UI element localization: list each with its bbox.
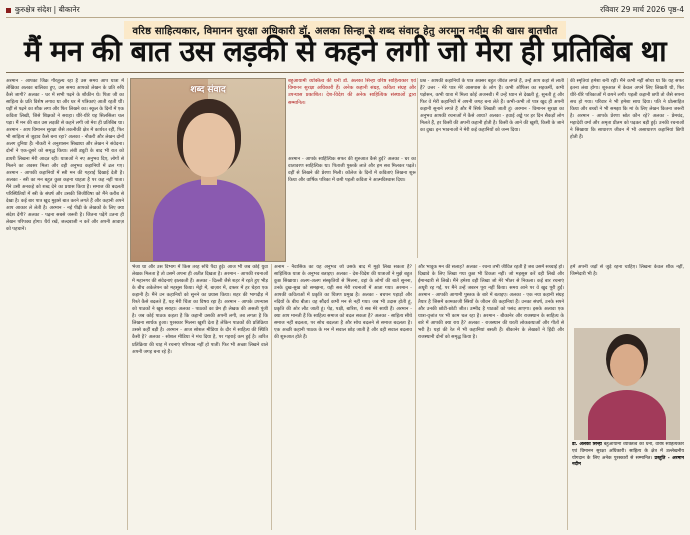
- portrait-caption-text: बहुआयामी व्यक्तित्व की धनी, वरिष्ठ साहित्यकार एवं विमानन सुरक्षा अधिकारी। साहित्य के क्षेत्र में उल्लेखनीय योगदान के लिए अनेक पुरस्कारों से सम्मानित।: [572, 442, 684, 461]
- photo-tag: शब्द संवाद: [190, 85, 226, 95]
- page-header: [6, 4, 684, 18]
- portrait-figure-body: [588, 390, 666, 440]
- column-divider: [271, 264, 272, 530]
- section-label: [6, 5, 80, 15]
- article-column-2: भेजा था और उस विभाग में किस तरह रुचि पैदा हुई। आज भी जब कोई युवा लेखक मिलता है तो उसमें अपना ही अतीत दिखता है। अरमान - आपकी रचनाओं में महानगर की संवेदनाएं झलकती हैं। अलका - दिल्ली जैसे शहर में रहते हुए भीड़ के बीच अकेलेपन को महसूस किया। मेट्रो में, बाज़ार में, दफ्तर में हर चेहरा एक कहानी है। मैंने उन कहानियों को सुनने का प्रयास किया। शहर की भागदौड़ में रिश्ते कैसे बदलते हैं, यह मेरी चिंता का विषय रहा है। अरमान - आपके उपन्यास को पाठकों ने खूब सराहा। अलका - पाठकों का प्रेम ही लेखक की असली पूंजी है। जब कोई पाठक कहता है कि कहानी उसकी अपनी लगी, तब लगता है कि लिखना सार्थक हुआ। पुरस्कार मिलना खुशी देता है लेकिन पाठकों की प्रतिक्रिया उससे कहीं बड़ी है। अरमान - आज सोशल मीडिया के दौर में साहित्य की स्थिति कैसी है? अलका - सोशल मीडिया ने मंच दिया है, पर गहराई कम हुई है। त्वरित प्रतिक्रिया की चाह में रचनाएं परिपक्व नहीं हो पातीं। फिर भी अच्छा लिखने वाले अपनी जगह बना रहे हैं।: [132, 265, 268, 355]
- kicker-text: वरिष्ठ साहित्यकार, विमानन सुरक्षा अधिकारी डॉ. अलका सिन्हा से शब्द संवाद हेतु अरमान नदीम की खास बातचीत: [124, 21, 565, 39]
- portrait-photo: [574, 328, 680, 440]
- article-column-3: अनाम - नैवासिक का यह अनुभव जो उसके बाद में मुझे लिख सकता है? साहित्यिक यात्रा के अनुभव बताइए। अलका - देश-विदेश की यात्राओं ने मुझे बहुत कुछ सिखाया। अलग-अलग संस्कृतियों से मिलना, वहां के लोगों की बातें सुनना, उनके दुख-सुख को समझना, यही सब मेरी रचनाओं में आता गया। अरमान - आपकी कविताओं में प्रकृति का चित्रण प्रमुख है। अलका - बचपन पहाड़ों और नदियों के बीच बीता। वह सौंदर्य कभी मन से नहीं गया। जब भी उदास होती हूं, प्रकृति की ओर लौट जाती हूं। पेड़, पक्षी, बारिश, ये सब मेरे साथी हैं। अरमान - क्या आप मानती हैं कि साहित्य समाज को बदल सकता है? अलका - साहित्य सीधे समाज नहीं बदलता, पर सोच बदलता है और सोच बदलने से समाज बदलता है। एक अच्छी कहानी पाठक के मन में सवाल छोड़ जाती है और वही सवाल बदलाव की शुरुआत होते हैं।: [274, 265, 412, 341]
- section-text: कुरुक्षेत्र संदेश | बीकानेर: [15, 5, 80, 14]
- dateline: रविवार 29 मार्च 2026 पृष्ठ-4: [600, 5, 684, 14]
- portrait-caption-byline: प्रस्तुति - अरमान नदीम: [572, 455, 684, 468]
- portrait-caption: [572, 442, 684, 532]
- portrait-caption-lead: डॉ. अलका सिन्हा: [572, 442, 602, 447]
- interview-intro: अरमान - आपके साहित्यिक सफर की शुरुआत कैसे हुई? अलका - घर का वातावरण साहित्यिक था। पिताजी पुस्तकें लाते और हम सब मिलकर पढ़ते। वहीं से लिखने की प्रेरणा मिली। कॉलेज के दिनों में कविताएं लिखना शुरू किया और वार्षिक पत्रिका में छपी पहली कविता ने आत्मविश्वास दिया।: [288, 157, 416, 184]
- photo-figure-body: [153, 179, 265, 262]
- article-column-1: अरमान - आपका जिक्र गौरतुल्य रहा है उस समय आप यात्रा में लेखिका अलका बालिका हुए, उस समय आपको लेखन के प्रति रुचि कैसे जागी? अलका - घर में सभी पढ़ने के शौकीन थे। पिता जी का साहित्य के प्रति विशेष लगाव था और घर में पत्रिकाएं आती रहती थीं। यहीं से पढ़ने का शौक लगा और फिर लिखने का। स्कूल के दिनों में एक कविता लिखी, जिसे शिक्षकों ने सराहा। धीरे-धीरे यह सिलसिला चल पड़ा। मैं मन की बात उस लड़की से कहने लगी जो मेरा ही प्रतिबिंब था। अरमान - आप विमानन सुरक्षा जैसे तकनीकी क्षेत्र में कार्यरत रहीं, फिर भी साहित्य से जुड़ाव कैसे बना रहा? अलका - नौकरी और लेखन दोनों अलग दुनिया हैं। नौकरी ने अनुशासन सिखाया और लेखन ने संवेदना। दोनों ने एक-दूसरे को समृद्ध किया। लंबी ड्यूटी के बाद भी रात को डायरी लिखना मेरी आदत रही। यात्राओं ने नए अनुभव दिए, लोगों से मिलने का अवसर मिला और वही अनुभव कहानियों में ढल गए। अरमान - आपकी कहानियों में स्त्री मन की गहराई दिखाई देती है। अलका - स्त्री का मन बहुत कुछ कहना चाहता है पर कह नहीं पाता। मैंने उसी अनकहे को शब्द देने का प्रयास किया है। समाज की बदलती परिस्थितियों में स्त्री के संघर्ष और उसकी जिजीविषा को मैंने करीब से देखा है। कई बार पात्र खुद मुझसे बात करने लगते हैं और कहानी अपने आप आकार ले लेती है। अरमान - नई पीढ़ी के लेखकों के लिए क्या संदेश देंगी? अलका - पढ़ना सबसे जरूरी है। जितना पढ़ेंगे उतना ही लेखन परिपक्व होगा। धैर्य रखें, जल्दबाजी न करें और अपनी आवाज़ को पहचानें।: [6, 79, 124, 232]
- column-divider: [567, 78, 568, 530]
- article-column-4: और भावुक मन की सलाह? अलका - रचना तभी जीवित रहती है जब उसमें सच्चाई हो। दिखावे के लिए लिखा गया कुछ भी टिकता नहीं। जो महसूस करें वही लिखें और ईमानदारी से लिखें। मैंने हमेशा वही लिखा जो मेरे भीतर से निकला। कई बार रचनाएं अधूरी रह गईं, पर मैंने उन्हें जबरन पूरा नहीं किया। समय आने पर वे खुद पूरी हुईं। अरमान - आपकी आगामी पुस्तक के बारे में बताइए। अलका - एक नया कहानी संग्रह तैयार है जिसमें कामकाजी स्त्रियों के जीवन की कहानियां हैं। उनका संघर्ष, उनके सपने और उनकी छोटी-छोटी जीत। उम्मीद है पाठकों को पसंद आएगा। इसके अलावा एक यात्रा-वृत्तांत पर भी काम चल रहा है। अरमान - बीकानेर और राजस्थान के साहित्य के बारे में आपकी क्या राय है? अलका - राजस्थान की धरती लोककथाओं और गीतों से भरी है। यहां की रेत में भी कहानियां बसती हैं। बीकानेर के लेखकों ने हिंदी और राजस्थानी दोनों को समृद्ध किया है।: [418, 265, 564, 341]
- column-divider: [417, 78, 418, 258]
- photo-figure-head: [183, 113, 235, 177]
- section-marker-icon: [6, 8, 11, 13]
- main-photo: [130, 78, 286, 262]
- intro-box: बहुआयामी व्यक्तित्व की धनी डॉ. अलका सिन्हा वरिष्ठ साहित्यकार एवं विमानन सुरक्षा अधिकारी हैं। अनेक कहानी संग्रह, कविता संग्रह और उपन्यास प्रकाशित। देश-विदेश की अनेक साहित्यिक संस्थाओं द्वारा सम्मानित।: [288, 78, 416, 106]
- article-column-5: की स्मृतियां हमेशा बनी रहीं। मैंने कभी नहीं सोचा था कि यह सफर इतना लंबा होगा। शुरुआत में केवल अपने लिए लिखती थी, फिर धीरे-धीरे पत्रिकाओं में छपने लगी। पहली कहानी छपी तो जैसे सपना सच हो गया। परिवार ने भी हमेशा साथ दिया। पति ने प्रोत्साहित किया और बच्चों ने भी समझा कि मां के लिए लेखन कितना जरूरी है। अरमान - आपके प्रेरणा स्रोत कौन रहे? अलका - प्रेमचंद, महादेवी वर्मा और अमृता प्रीतम को पढ़कर बड़ी हुई। उनकी रचनाओं ने सिखाया कि साधारण जीवन में भी असाधारण कहानियां छिपी होती हैं।: [570, 79, 684, 141]
- article-column-4-top: प्रश्न - आपकी कहानियों के पात्र अक्सर बहुत जीवंत लगते हैं, उन्हें आप कहां से लाती हैं? उत्तर - मेरे पात्र मेरे आसपास के लोग हैं। कभी ऑफिस का सहकर्मी, कभी पड़ोसन, कभी यात्रा में मिला कोई अजनबी। मैं उन्हें ध्यान से देखती हूं, सुनती हूं और फिर वे मेरी कहानियों में अपनी जगह बना लेते हैं। कभी-कभी तो पात्र खुद ही अपनी कहानी सुनाने लगते हैं और मैं सिर्फ लिखती जाती हूं। अरमान - विमानन सुरक्षा का अनुभव आपकी रचनाओं में कैसे आया? अलका - हवाई अड्डे पर हर दिन सैकड़ों लोग मिलते हैं, हर किसी की अपनी कहानी होती है। किसी के आने की खुशी, किसी के जाने का दुख। इन भावनाओं ने मेरी कई कहानियों को जन्म दिया।: [420, 79, 564, 134]
- article-column-5-continued: हमें अपनी जड़ों से जुड़े रहना चाहिए। लिखना केवल शौक नहीं, जिम्मेदारी भी है।: [570, 265, 684, 278]
- column-divider: [415, 264, 416, 530]
- headline: मैं मन की बात उस लड़की से कहने लगी जो मेरा ही प्रतिबिंब था: [23, 34, 667, 68]
- headline-rule: [6, 72, 684, 73]
- column-divider: [127, 78, 128, 530]
- portrait-figure-head: [610, 344, 644, 386]
